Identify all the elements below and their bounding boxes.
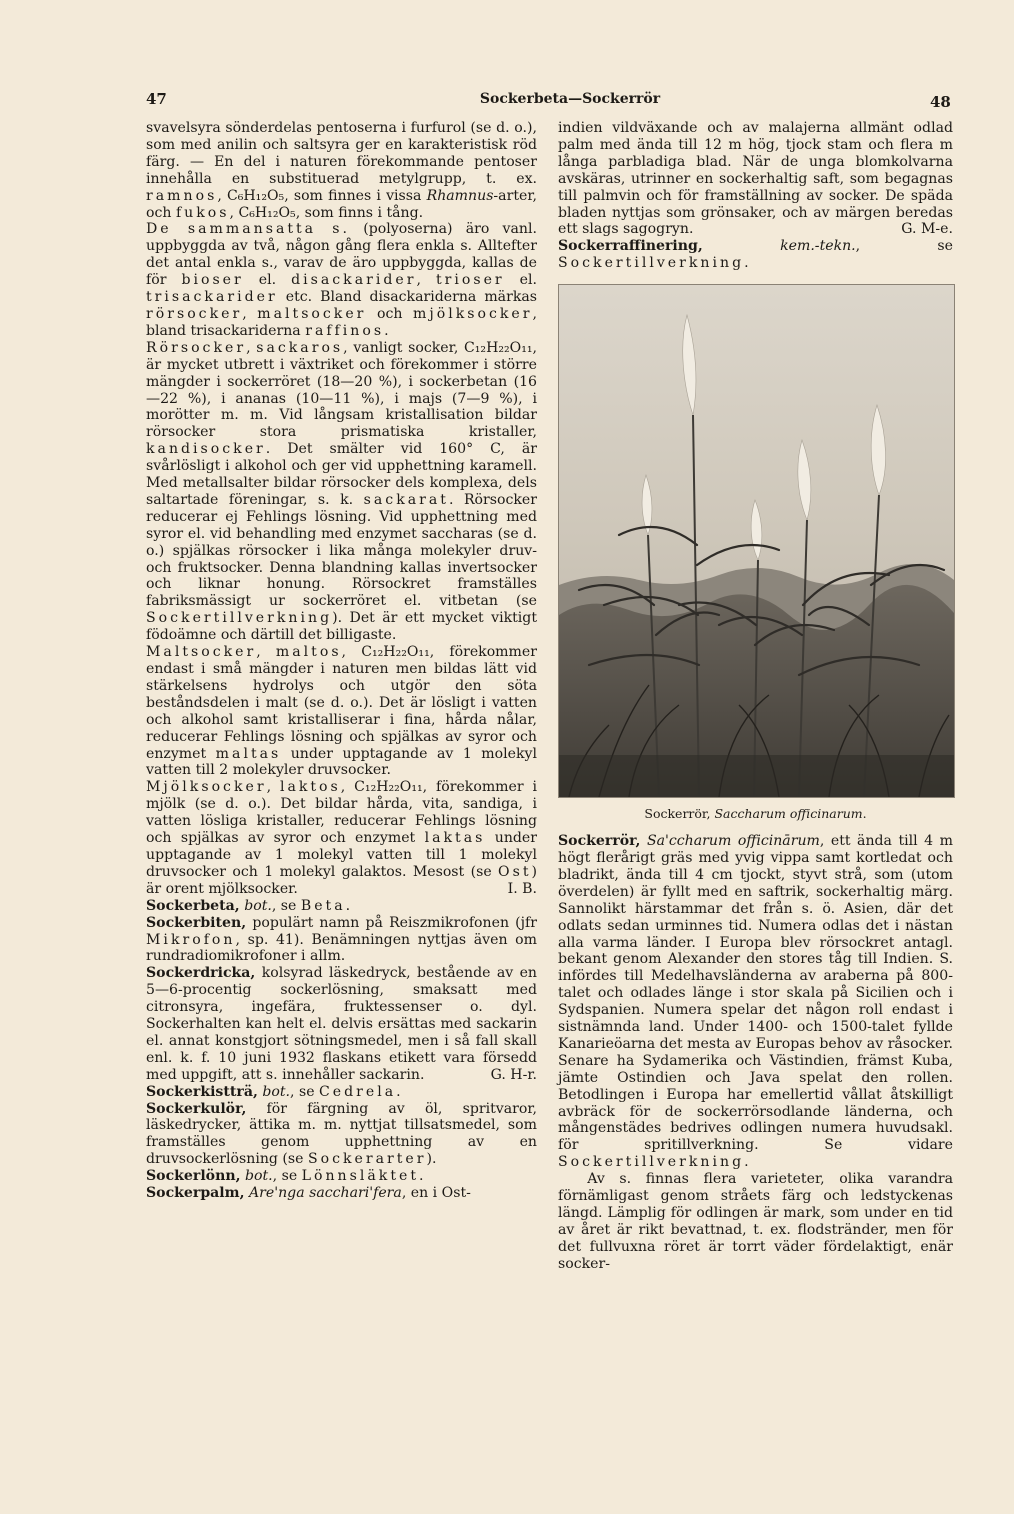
right-column bbox=[558, 120, 953, 1273]
cross-ref-link[interactable]: Cedrela bbox=[319, 1083, 397, 1100]
cross-ref-link[interactable]: Lönnsläktet bbox=[301, 1168, 419, 1185]
left-column bbox=[146, 120, 537, 1202]
signature: G. M-e. bbox=[901, 221, 953, 238]
signature: I. B. bbox=[507, 880, 537, 897]
paragraph-mjolksocker: Mjölksocker, laktos, C₁₂H₂₂O₁₁, förekommer i mjölk (se d. o.). Det bildar hårda, vita, sandiga, i vatten lösliga kristaller, reducerar Fehlings lösning och spjälkas av syror och enzymet laktas under upptagande av 1 molekyl vatten till 1 molekyl druvsocker och 1 molekyl galaktos. Mesost (se Ost) är orent mjölksocker. I. B. bbox=[146, 779, 537, 897]
paragraph-sockerpalm-cont: indien vildväxande och av malajerna allmänt odlad palm med ända till 12 m hög, tjock stam och flera m långa parbladiga blad. När de unga blomkolvarna avskäras, utrinner en sockerhaltig saft, som begagnas till palmvin och för framställning av socker. De späda bladen nyttjas som grönsaker, och av märgen beredas ett slags sagogryn. G. M-e. bbox=[558, 120, 953, 238]
cross-ref-link[interactable]: Mikrofon bbox=[146, 931, 236, 948]
entry-sockerbeta: Sockerbeta, bot., se Beta. bbox=[146, 897, 351, 914]
figure-caption: Sockerrör, Saccharum officinarum. bbox=[644, 806, 867, 822]
entry-sockerlonn: Sockerlönn, bot., se Lönnsläktet. bbox=[146, 1168, 424, 1185]
paragraph-pentoser: svavelsyra sönderdelas pentoserna i furfurol (se d. o.), som med anilin och saltsyra ger en karakteristisk röd färg. — En del i naturen förekommande pentoser innehålla en substituerad metylgrupp, t. ex. ramnos, C₆H₁₂O₅, som finnes i vissa Rhamnus-arter, och fukos, C₆H₁₂O₅, som finns i tång. bbox=[146, 120, 537, 221]
cross-ref-link[interactable]: Sockerarter bbox=[307, 1151, 427, 1168]
entry-sockerraffinering: Sockerraffinering, kem.-tekn., se Sockertillverkning. bbox=[558, 238, 953, 272]
cross-ref-link[interactable]: Beta bbox=[300, 897, 346, 914]
entry-sockerkisttra: Sockerkistträ, bot., se Cedrela. bbox=[146, 1083, 401, 1100]
entry-sockerpalm: Sockerpalm, Are'nga sacchari'fera, en i Ost- bbox=[146, 1185, 471, 1202]
paragraph-rorsocker: Rörsocker, sackaros, vanligt socker, C₁₂H₂₂O₁₁, är mycket utbrett i växtriket och förekommer i större mängder i sockerröret (18—20 %), i sockerbetan (16—22 %), i ananas (10—11 %), i majs (7—9 %), i morötter m. m. Vid långsam kristallisation bildar rörsocker stora prismatiska kristaller, kandisocker. Det smälter vid 160° C, är svårlösligt i alkohol och ger vid upphettning karamell. Med metallsalter bildar rörsocker dels komplexa, dels saltartade föreningar, s. k. sackarat. Rörsocker reducerar ej Fehlings lösning. Vid upphettning med syror el. vid behandling med enzymet saccharas (se d. o.) spjälkas rörsocker i lika många molekyler druv- och fruktsocker. Denna blandning kallas invertsocker och liknar honung. Rörsockret framställes fabriksmässigt ur sockerröret el. vitbetan (se Sockertillverkning). Det är ett mycket viktigt födoämne och därtill det billigaste. bbox=[146, 339, 538, 644]
signature: G. H-r. bbox=[490, 1066, 537, 1083]
paragraph-varieteter: Av s. finnas flera varieteter, olika varandra förnämligast genom stråets färg och ledstyckenas längd. Lämplig för odlingen är mark, som under en tid av året är rikt bevattnad, t. ex. flodstränder, men för det fullvuxna röret är torrt väder fördelaktigt, enär socker- bbox=[558, 1171, 954, 1272]
entry-sockerbiten: Sockerbiten, populärt namn på Reiszmikrofonen (jfr Mikrofon, sp. 41). Benämningen nyttjas även om rundradiomikrofoner i allm. bbox=[146, 914, 537, 965]
entry-sockerdricka: Sockerdricka, kolsyrad läskedryck, bestående av en 5—6-procentig sockerlösning, smaksatt med citronsyra, ingefära, fruktessenser o. dyl. Sockerhalten kan helt el. delvis ersättas med sackarin el. annat konstgjort sötningsmedel, men i så fall skall enl. k. f. 10 juni 1932 flaskans etikett vara försedd med uppgift, att s. innehåller sackarin. G. H-r. bbox=[146, 965, 537, 1083]
cross-ref-link[interactable]: Sockertillverkning bbox=[558, 1154, 745, 1171]
paragraph-maltsocker: Maltsocker, maltos, C₁₂H₂₂O₁₁, förekommer endast i små mängder i naturen men bildas lätt vid stärkelsens hydrolys och utgör den söta beståndsdelen i malt (se d. o.). Det är lösligt i vatten och alkohol samt kristalliserar i fina, hårda nålar, reducerar Fehlings lösning och spjälkas av syror och enzymet maltas under upptagande av 1 molekyl vatten till 2 molekyler druvsocker. bbox=[146, 644, 538, 779]
page-number-right: 48 bbox=[930, 93, 951, 111]
paragraph-sammansatta: De sammansatta s. (polyoserna) äro vanl. uppbyggda av två, någon gång flera enkla s. Alltefter det antal enkla s., varav de äro uppbyggda, kallas de för bioser el. disackarider, trioser el. trisackarider etc. Bland disackariderna märkas rörsocker, maltsocker och mjölksocker, bland trisackariderna raffinos. bbox=[146, 221, 537, 339]
page-number-left: 47 bbox=[146, 90, 167, 108]
cross-ref-link[interactable]: Sockertillverkning bbox=[558, 255, 745, 272]
running-head: Sockerbeta—Sockerrör bbox=[479, 91, 661, 107]
entry-sockerkulor: Sockerkulör, för färgning av öl, spritvaror, läskedrycker, ättika m. m. nyttjat tillsatsmedel, som framställes genom upphettning av en druvsockerlösning (se Sockerarter). bbox=[146, 1100, 537, 1168]
entry-sockerror: Sockerrör, Sa'ccharum officinārum, ett ända till 4 m högt flerårigt gräs med yvig vippa samt kortledat och bladrikt, ända till 4 cm tjockt, styvt strå, som (utom överdelen) är fyllt med en saftrik, sockerhaltig märg. Sannolikt härstammar det från s. ö. Asien, där det odlats sedan urminnes tid. Numera odlas det i nästan alla varma länder. I Europa blev rörsockret antagl. bekant genom Alexander den stores tåg till Indien. S. infördes till Medelhavsländerna av araberna på 800-talet och odlades länge i stor skala på Sicilien och i Sydspanien. Numera spelar det någon roll endast i sistnämnda land. Under 1400- och 1500-talet fyllde Kanarieöarna det mesta av Europas behov av råsocker. Senare ha Sydamerika och Västindien, främst Kuba, jämte Ostindien och Java spelat den rollen. Betodlingen i Europa har emellertid vållat åtskilligt avbräck för de sockerrörsodlande länderna, och mångenstädes bedrives odlingen numera huvudsakl. för spritillverkning. Se vidare Sockertillverkning. bbox=[558, 833, 953, 1171]
sugarcane-photo bbox=[558, 284, 955, 798]
